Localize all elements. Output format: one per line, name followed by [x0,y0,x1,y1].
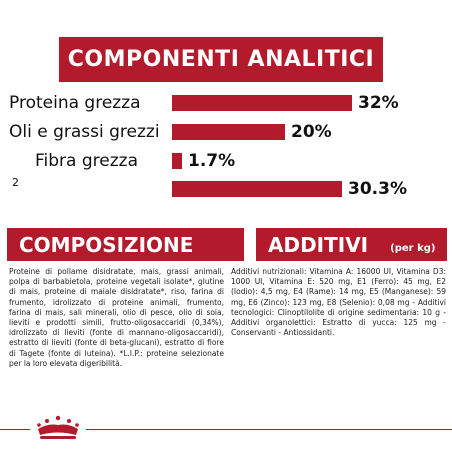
analytic-bar [172,153,182,169]
crown-icon [30,413,86,441]
analytic-label: Oli e grassi grezzi [9,122,160,142]
analytic-row [0,92,452,114]
analytic-row [0,121,452,143]
additivi-header [256,228,447,261]
section-title: COMPONENTI ANALITICI [67,47,375,72]
analytic-value: 32% [358,93,399,113]
analytic-row [0,178,452,200]
composizione-text: Proteine di pollame disidratate, mais, grassi animali, polpa di barbabietola, proteine vegetali isolate*, glutine di mais, proteine di maiale disidratate*, riso, farina di frumento, idrolizzato di proteine animali, frumento, farina di mais, sali minerali, olio di pesce, olio di soia, lieviti e prodotti simili, frutto-oligosaccaridi (0,34%), idrolizzato di lieviti (fonte di mannano-oligosaccaridi), estratto di lieviti (fonte di beta-glucani), estratto di fiore di Tagete (fonte di luteina). *L.I.P.: proteine selezionate per la loro elevata digeribilità. [9,267,224,368]
section-header-componenti [59,37,383,82]
additivi-title: ADDITIVI [268,232,369,257]
analytic-bar [172,181,342,197]
composizione-header [7,228,244,261]
analytic-value: 30.3% [348,179,407,199]
analytic-value: 20% [291,122,332,142]
additivi-subtitle: (per kg) [390,243,436,254]
composizione-title: COMPOSIZIONE [19,232,194,257]
analytic-label: 2 [12,176,19,189]
analytic-bar [172,124,285,140]
analytic-bar [172,95,352,111]
analytic-value: 1.7% [188,151,236,171]
analytic-label: Fibra grezza [35,151,138,171]
analytic-label: Proteina grezza [9,93,141,113]
additivi-text: Additivi nutrizionali: Vitamina A: 16000 UI, Vitamina D3: 1000 UI, Vitamina E: 520 mg, E1 (Ferro): 45 mg, E2 (Iodio): 4,5 mg, E4 (Rame): 14 mg, E5 (Manganese): 59 mg, E6 (Zinco): 123 mg, E8 (Selenio): 0,08 mg - Additivi tecnologici: Clinoptilolite di origine sedimentaria: 10 g - Additivi organolettici: Estratto di yucca: 125 mg - Conservanti - Antiossidanti. [231,267,446,338]
analytic-row [0,150,452,172]
